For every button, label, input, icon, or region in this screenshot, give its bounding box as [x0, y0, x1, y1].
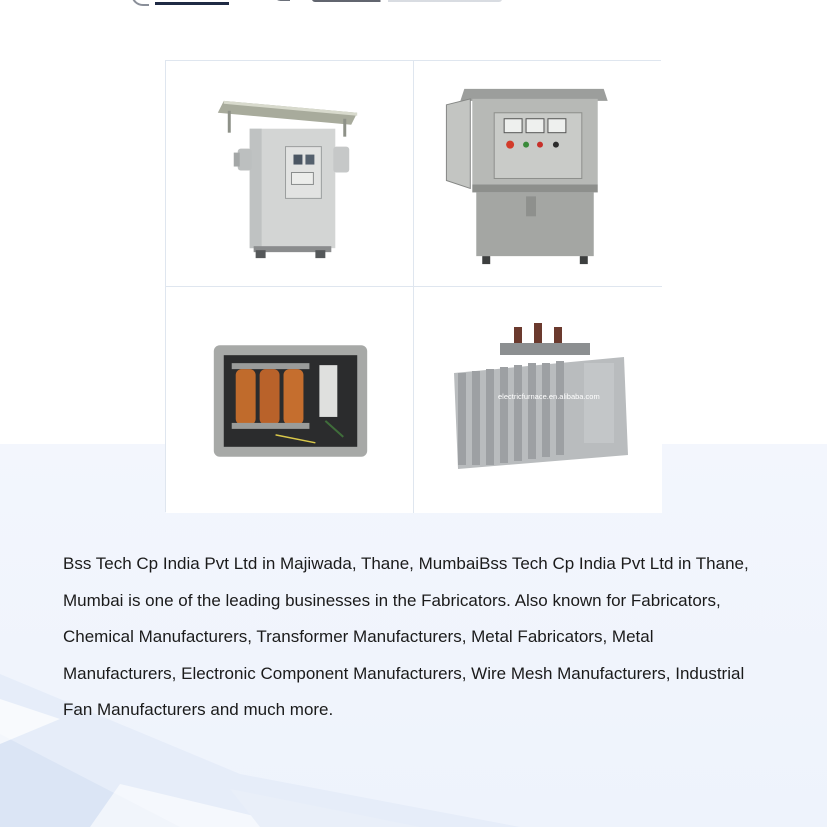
product-image-2[interactable]	[414, 61, 662, 287]
product-image-grid	[165, 60, 661, 512]
solar-transformer-image	[166, 61, 413, 286]
watermark-text: electricfurnace.en.alibaba.com	[498, 392, 600, 401]
active-tab-indicator[interactable]	[155, 2, 229, 5]
nav-link-label[interactable]	[312, 0, 502, 2]
product-image-4[interactable]	[414, 287, 662, 513]
product-image-3[interactable]	[166, 287, 414, 513]
nav-arc-icon	[131, 0, 149, 6]
company-description: Bss Tech Cp India Pvt Ltd in Majiwada, Thane, MumbaiBss Tech Cp India Pvt Ltd in Thane, Mumbai is one of the leading businesses in the Fabricators. Also known for Fabricators, Chemical Manufacturers, Transformer Manufacturers, Metal Fabricators, Metal Manufacturers, Electronic Component Manufacturers, Wire Mesh Manufacturers, Industrial Fan Manufacturers and much more.	[63, 554, 749, 720]
product-image-1[interactable]	[166, 61, 414, 287]
top-navigation	[0, 0, 827, 12]
control-panel-image	[414, 61, 662, 286]
nav-icon[interactable]	[272, 0, 296, 6]
open-transformer-image	[166, 287, 413, 513]
oil-transformer-image	[414, 287, 662, 513]
